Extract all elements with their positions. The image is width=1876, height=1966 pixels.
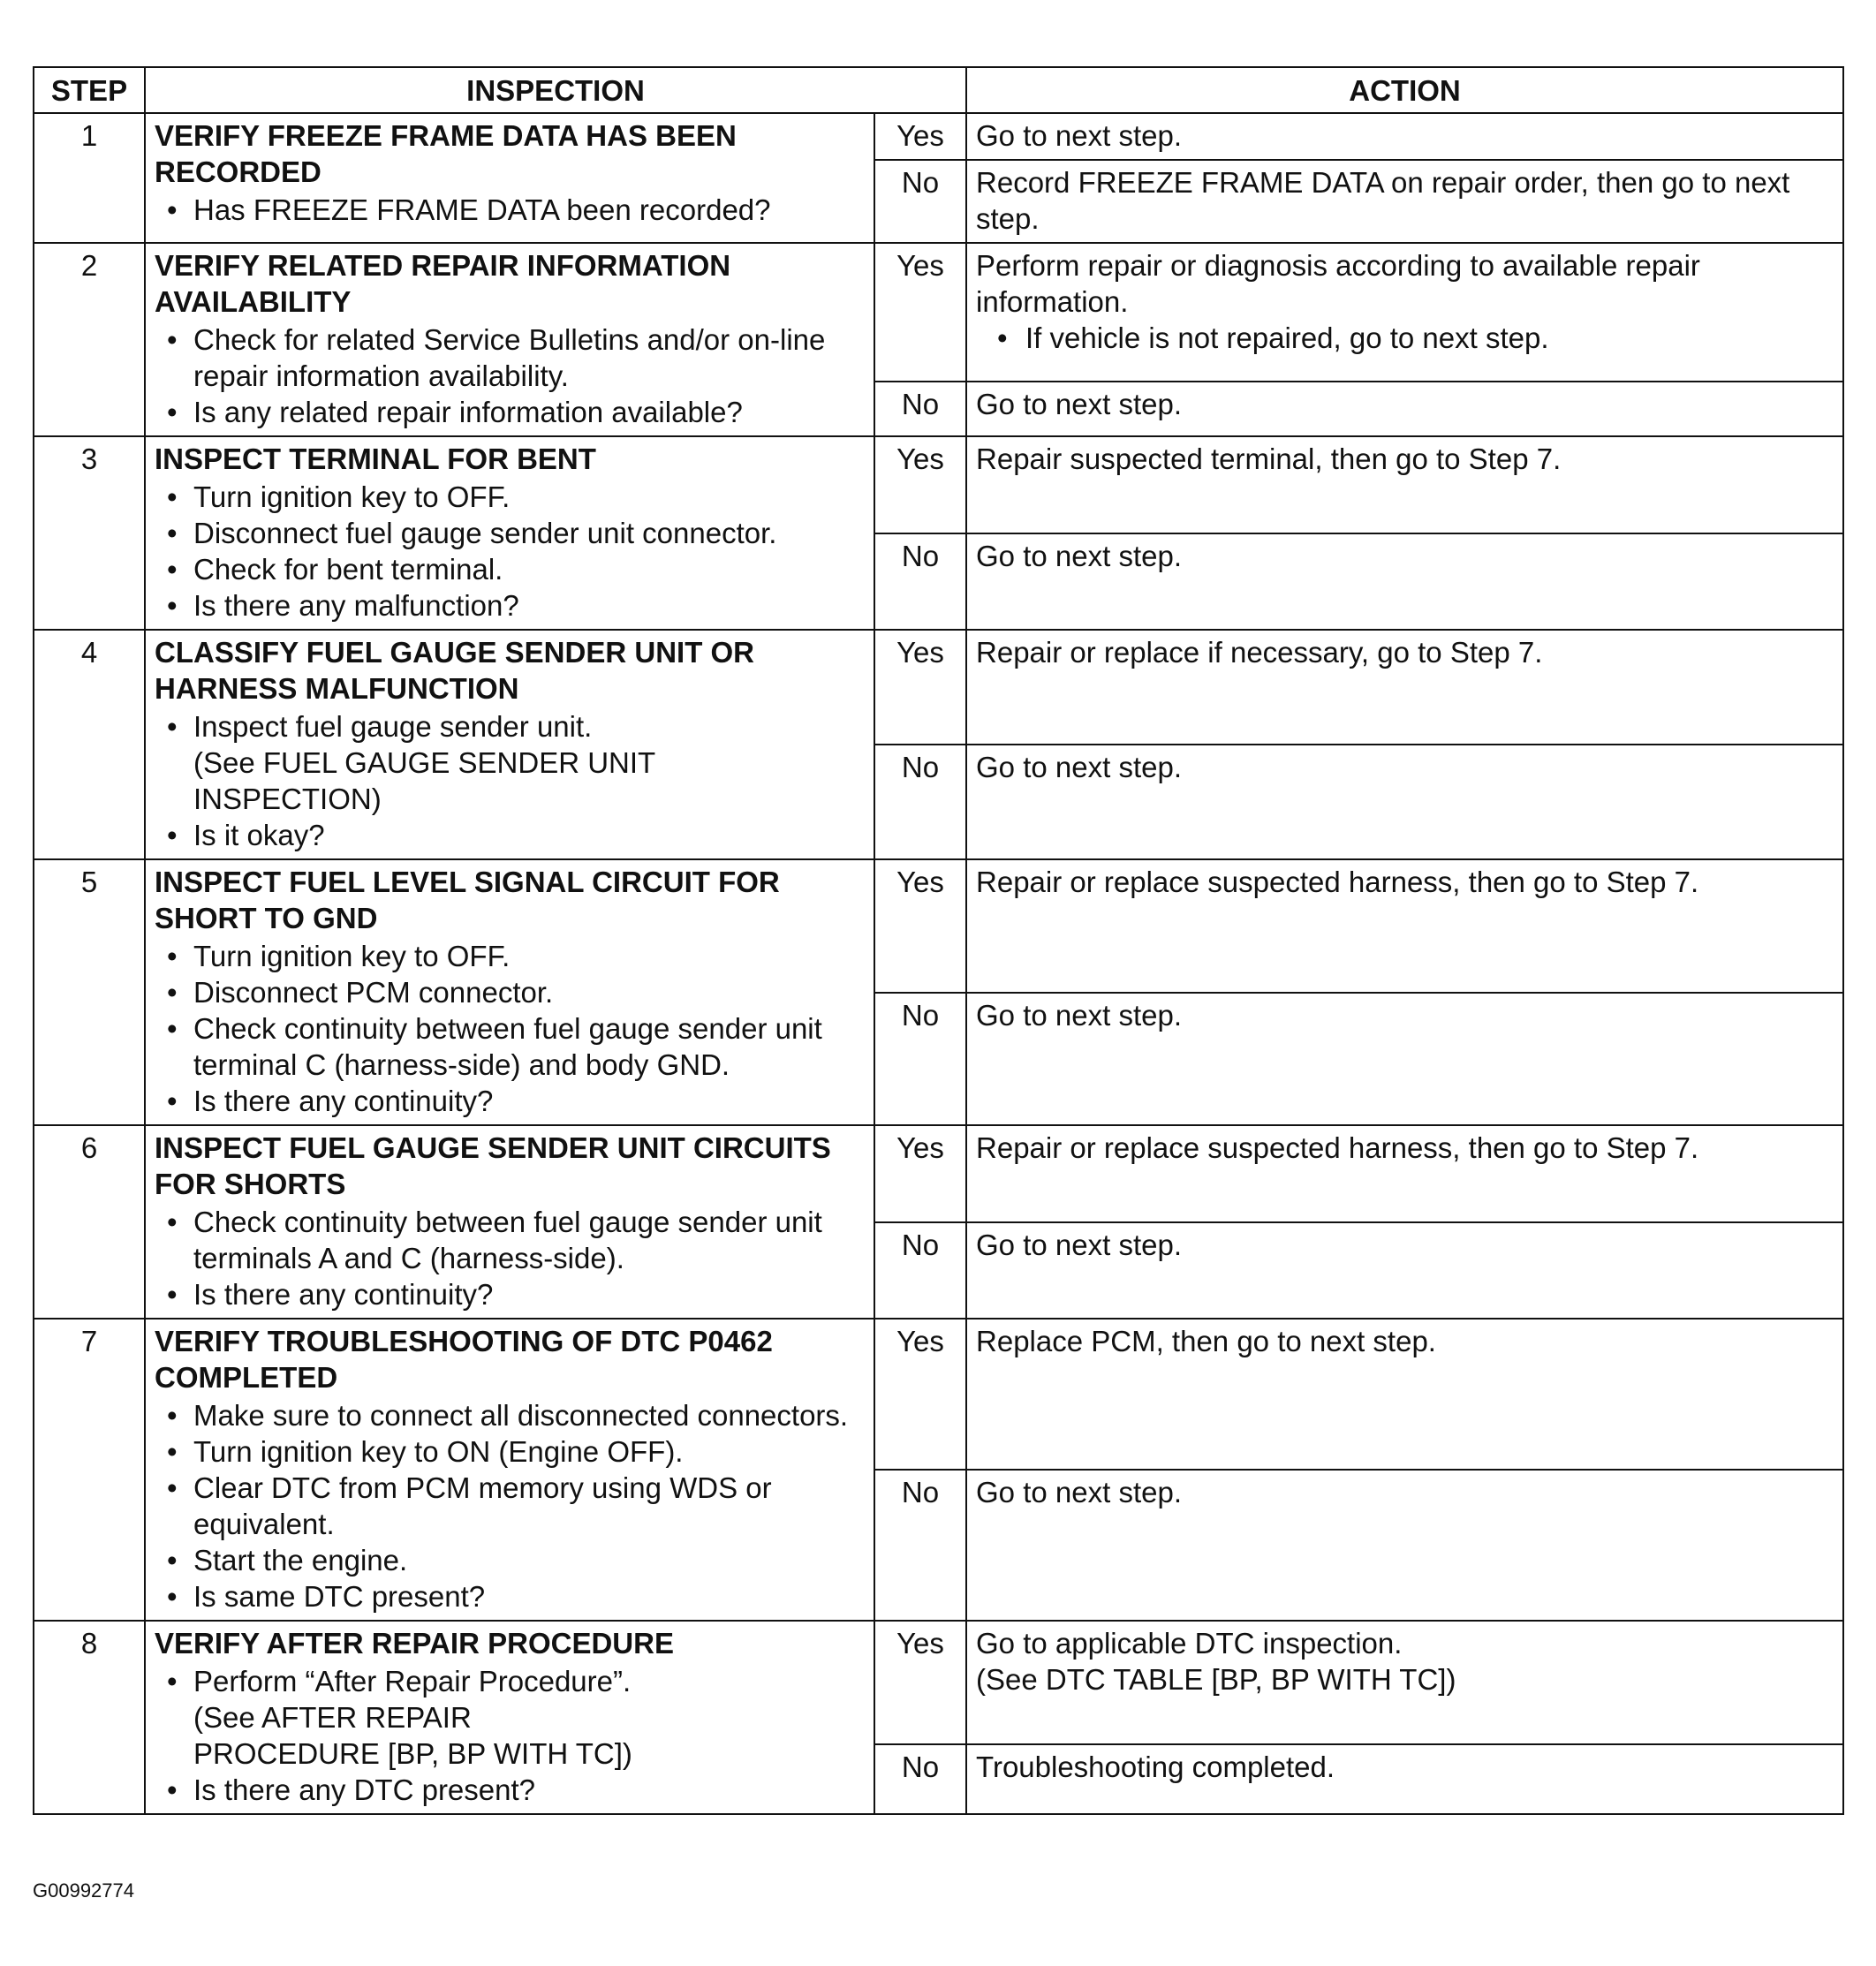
no-action-text: Troubleshooting completed.: [976, 1750, 1335, 1784]
inspection-bullet: • Inspect fuel gauge sender unit. (See FUEL GAUGE SENDER UNIT INSPECTION): [155, 708, 865, 817]
inspection-bullet: • Perform “After Repair Procedure”. (See AFTER REPAIR PROCEDURE [BP, BP WITH TC]): [155, 1663, 865, 1772]
table-row: [34, 859, 1843, 993]
inspection-bullet: • Is there any DTC present?: [155, 1772, 865, 1808]
inspection-column-header: INSPECTION: [145, 67, 966, 113]
no-label: No: [874, 745, 966, 859]
inspection-bullet-list: [155, 192, 865, 228]
step-title: VERIFY AFTER REPAIR PROCEDURE: [155, 1627, 674, 1660]
inspection-bullet: • Is there any continuity?: [155, 1276, 865, 1312]
inspection-bullet: • Check continuity between fuel gauge sender unit terminal C (harness-side) and body GND.: [155, 1010, 865, 1083]
step-column-header: STEP: [34, 67, 145, 113]
no-action-text: Go to next step.: [976, 388, 1182, 421]
step-number: 4: [34, 630, 145, 859]
no-action-cell: [966, 382, 1843, 436]
inspection-bullet: • Is there any continuity?: [155, 1083, 865, 1119]
no-action-cell: [966, 1222, 1843, 1319]
no-action-text: Go to next step.: [976, 1228, 1182, 1261]
yes-label: Yes: [874, 1621, 966, 1744]
inspection-bullet-list: [155, 1663, 865, 1808]
no-label: No: [874, 993, 966, 1126]
yes-action-cell: [966, 436, 1843, 533]
step-title: INSPECT TERMINAL FOR BENT: [155, 442, 596, 475]
action-column-header: ACTION: [966, 67, 1843, 113]
yes-label: Yes: [874, 113, 966, 160]
yes-action-cell: [966, 1125, 1843, 1222]
yes-label: Yes: [874, 243, 966, 382]
step-number: 8: [34, 1621, 145, 1814]
yes-label: Yes: [874, 436, 966, 533]
yes-action-text: Go to applicable DTC inspection. (See DTC TABLE [BP, BP WITH TC]): [976, 1627, 1456, 1696]
inspection-cell: [145, 1125, 874, 1319]
inspection-bullet-list: [155, 479, 865, 624]
yes-action-text: Replace PCM, then go to next step.: [976, 1325, 1436, 1357]
yes-action-cell: [966, 243, 1843, 382]
no-action-text: Record FREEZE FRAME DATA on repair order, then go to next step.: [976, 166, 1790, 235]
no-action-cell: [966, 1744, 1843, 1814]
yes-action-text: Repair or replace suspected harness, then go to Step 7.: [976, 866, 1699, 898]
no-action-text: Go to next step.: [976, 539, 1182, 572]
no-label: No: [874, 160, 966, 243]
inspection-cell: [145, 243, 874, 436]
inspection-bullet: • Disconnect PCM connector.: [155, 974, 865, 1010]
inspection-bullet: • Is there any malfunction?: [155, 587, 865, 624]
inspection-cell: [145, 1621, 874, 1814]
inspection-bullet: • Turn ignition key to ON (Engine OFF).: [155, 1433, 865, 1470]
inspection-bullet: • Has FREEZE FRAME DATA been recorded?: [155, 192, 865, 228]
step-title: CLASSIFY FUEL GAUGE SENDER UNIT OR HARNESS MALFUNCTION: [155, 636, 755, 705]
table-row: [34, 1125, 1843, 1222]
no-label: No: [874, 382, 966, 436]
inspection-bullet: • Clear DTC from PCM memory using WDS or equivalent.: [155, 1470, 865, 1542]
no-label: No: [874, 1470, 966, 1621]
inspection-bullet: • Check for bent terminal.: [155, 551, 865, 587]
yes-action-cell: [966, 859, 1843, 993]
inspection-bullet: • Disconnect fuel gauge sender unit connector.: [155, 515, 865, 551]
yes-action-cell: [966, 630, 1843, 745]
step-number: 7: [34, 1319, 145, 1621]
step-title: INSPECT FUEL GAUGE SENDER UNIT CIRCUITS FOR SHORTS: [155, 1131, 831, 1200]
step-number: 3: [34, 436, 145, 630]
inspection-bullet-list: [155, 321, 865, 430]
step-number: 5: [34, 859, 145, 1125]
yes-action-text: Repair or replace if necessary, go to Step 7.: [976, 636, 1543, 669]
yes-label: Yes: [874, 630, 966, 745]
inspection-bullet-list: [155, 1397, 865, 1614]
inspection-bullet: • Turn ignition key to OFF.: [155, 479, 865, 515]
yes-action-text: Repair or replace suspected harness, then go to Step 7.: [976, 1131, 1699, 1164]
yes-label: Yes: [874, 859, 966, 993]
yes-action-text: Perform repair or diagnosis according to available repair information.: [976, 249, 1700, 318]
step-title: VERIFY RELATED REPAIR INFORMATION AVAILABILITY: [155, 249, 731, 318]
inspection-bullet: • Is same DTC present?: [155, 1578, 865, 1614]
inspection-cell: [145, 1319, 874, 1621]
inspection-cell: [145, 630, 874, 859]
inspection-bullet: • Is any related repair information available?: [155, 394, 865, 430]
step-number: 2: [34, 243, 145, 436]
table-header-row: [34, 67, 1843, 113]
action-bullet: • If vehicle is not repaired, go to next step.: [976, 320, 1834, 356]
inspection-bullet-list: [155, 938, 865, 1119]
no-action-cell: [966, 993, 1843, 1126]
yes-label: Yes: [874, 1319, 966, 1470]
action-bullet-list: [976, 320, 1834, 356]
no-action-text: Go to next step.: [976, 1476, 1182, 1509]
table-row: [34, 113, 1843, 160]
no-label: No: [874, 1222, 966, 1319]
step-title: VERIFY TROUBLESHOOTING OF DTC P0462 COMPLETED: [155, 1325, 773, 1394]
inspection-bullet: • Is it okay?: [155, 817, 865, 853]
table-row: [34, 243, 1843, 382]
inspection-bullet: • Start the engine.: [155, 1542, 865, 1578]
table-row: [34, 436, 1843, 533]
table-row: [34, 630, 1843, 745]
step-title: VERIFY FREEZE FRAME DATA HAS BEEN RECORDED: [155, 119, 737, 188]
yes-action-text: Repair suspected terminal, then go to Step 7.: [976, 442, 1562, 475]
no-action-cell: [966, 745, 1843, 859]
yes-label: Yes: [874, 1125, 966, 1222]
inspection-bullet: • Turn ignition key to OFF.: [155, 938, 865, 974]
step-number: 6: [34, 1125, 145, 1319]
yes-action-cell: [966, 1319, 1843, 1470]
inspection-bullet: • Make sure to connect all disconnected connectors.: [155, 1397, 865, 1433]
inspection-cell: [145, 859, 874, 1125]
inspection-cell: [145, 436, 874, 630]
table-row: [34, 1621, 1843, 1744]
diagnostic-table: [33, 66, 1844, 1815]
no-action-cell: [966, 160, 1843, 243]
step-title: INSPECT FUEL LEVEL SIGNAL CIRCUIT FOR SHORT TO GND: [155, 866, 780, 934]
inspection-bullet: • Check continuity between fuel gauge sender unit terminals A and C (harness-side).: [155, 1204, 865, 1276]
diagnostic-procedure-document: [33, 66, 1842, 1815]
inspection-bullet: • Check for related Service Bulletins and/or on-line repair information availability.: [155, 321, 865, 394]
step-number: 1: [34, 113, 145, 243]
yes-action-text: Go to next step.: [976, 119, 1182, 152]
no-label: No: [874, 533, 966, 631]
table-row: [34, 1319, 1843, 1470]
inspection-cell: [145, 113, 874, 243]
inspection-bullet-list: [155, 1204, 865, 1312]
yes-action-cell: [966, 113, 1843, 160]
no-action-cell: [966, 1470, 1843, 1621]
no-action-text: Go to next step.: [976, 998, 1182, 1032]
table-body: [34, 113, 1843, 1814]
no-action-text: Go to next step.: [976, 751, 1182, 783]
inspection-bullet-list: [155, 708, 865, 853]
yes-action-cell: [966, 1621, 1843, 1744]
figure-id: G00992774: [33, 1879, 134, 1902]
no-action-cell: [966, 533, 1843, 631]
no-label: No: [874, 1744, 966, 1814]
